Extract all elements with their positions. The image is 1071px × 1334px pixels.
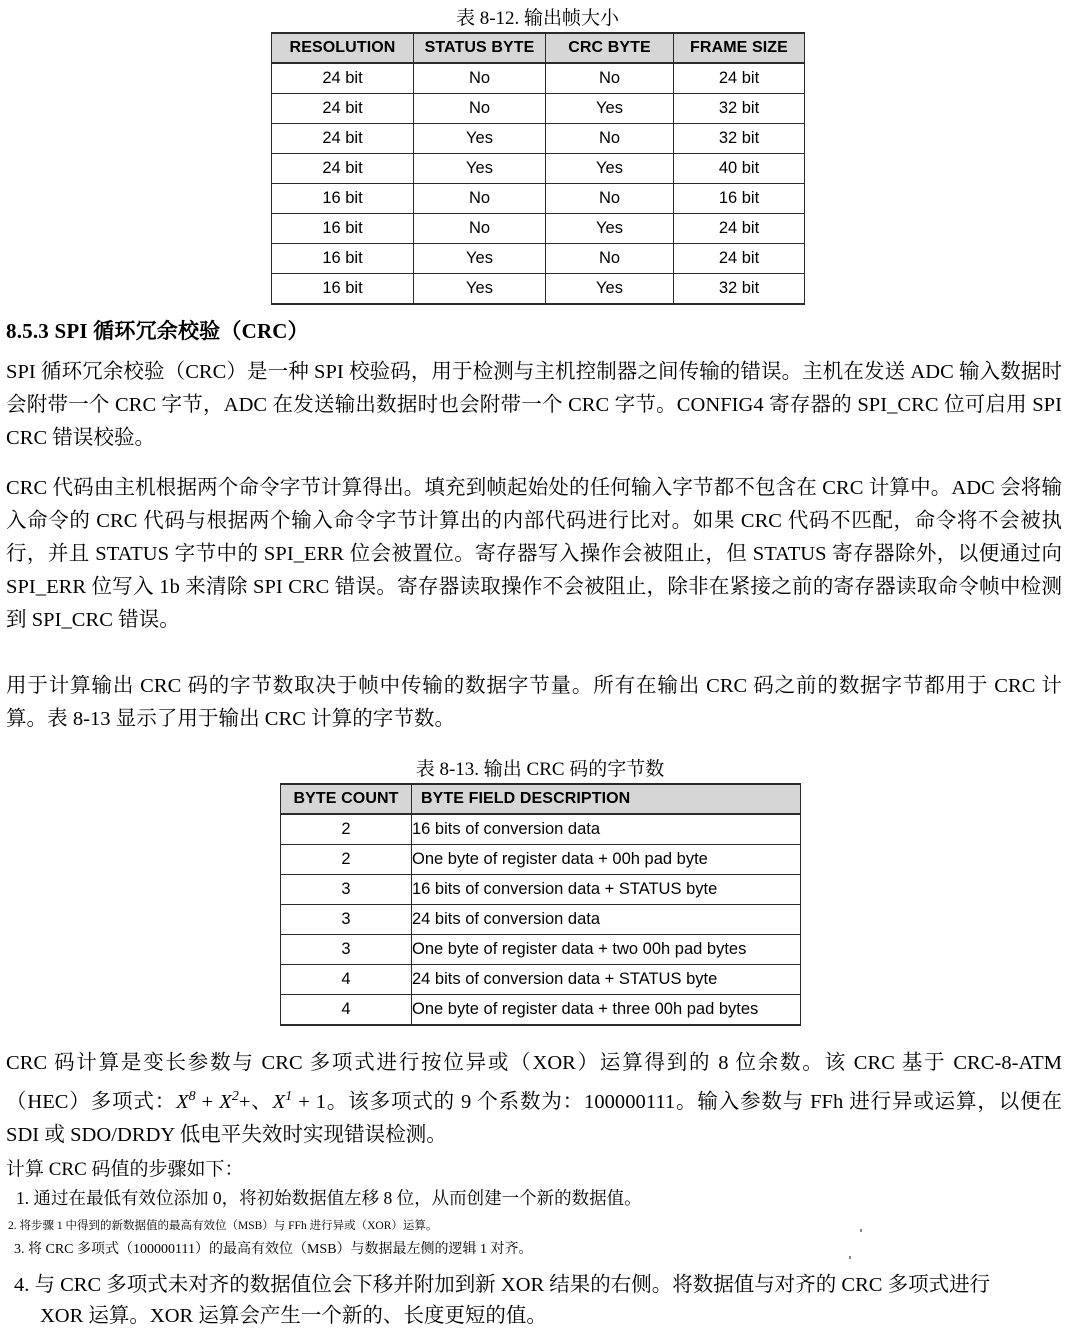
cell-byte-field-description: 24 bits of conversion data + STATUS byte (412, 965, 801, 995)
table-header-row (281, 784, 801, 814)
cell-resolution: 24 bit (272, 154, 414, 184)
cell-byte-field-description: 16 bits of conversion data + STATUS byte (412, 875, 801, 905)
table-8-12-caption: 表 8-12. 输出帧大小 (455, 8, 620, 29)
cell-status-byte: No (414, 214, 546, 244)
table-row (281, 905, 801, 935)
cell-byte-field-description: 16 bits of conversion data (412, 814, 801, 845)
step-item-4-line1: 4. 与 CRC 多项式未对齐的数据值位会下移并附加到新 XOR 结果的右侧。将数据值与对齐的 CRC 多项式进行 (14, 1274, 991, 1296)
crc-polynomial-text-before: CRC 码计算是变长参数与 CRC 多项式进行按位异或（XOR）运算得到的 8 位余数。该 CRC 基于 CRC-8-ATM（HEC）多项式： (6, 1052, 1062, 1113)
table-row (281, 845, 801, 875)
cell-frame-size: 32 bit (674, 274, 805, 305)
step-item-3: 3. 将 CRC 多项式（100000111）的最高有效位（MSB）与数据最左侧的逻辑 1 对齐。 (14, 1242, 533, 1257)
table-row (281, 935, 801, 965)
table-header-row (272, 33, 805, 63)
steps-intro: 计算 CRC 码值的步骤如下： (6, 1159, 244, 1180)
paragraph-spi-crc-intro: SPI 循环冗余校验（CRC）是一种 SPI 校验码，用于检测与主机控制器之间传输的错误。主机在发送 ADC 输入数据时会附带一个 CRC 字节，ADC 在发送输出数据时也会附带一个 CRC 字节。CONFIG4 寄存器的 SPI_CRC 位可启用 SPI CRC 错误校验。 (6, 361, 1062, 449)
cell-status-byte: No (414, 184, 546, 214)
cell-frame-size: 16 bit (674, 184, 805, 214)
table-row (281, 965, 801, 995)
cell-crc-byte: No (546, 244, 674, 274)
column-header-status-byte: STATUS BYTE (414, 33, 546, 63)
cell-crc-byte: Yes (546, 154, 674, 184)
column-header-byte-field-description: BYTE FIELD DESCRIPTION (412, 784, 801, 814)
cell-byte-count: 4 (281, 995, 412, 1026)
cell-crc-byte: Yes (546, 214, 674, 244)
table-8-13 (280, 783, 801, 1026)
cell-status-byte: No (414, 94, 546, 124)
cell-byte-count: 2 (281, 845, 412, 875)
table-8-12-block (271, 6, 804, 305)
cell-frame-size: 32 bit (674, 124, 805, 154)
table-row (272, 184, 805, 214)
table-8-13-caption: 表 8-13. 输出 CRC 码的字节数 (415, 759, 665, 780)
column-header-crc-byte: CRC BYTE (546, 33, 674, 63)
cell-frame-size: 24 bit (674, 63, 805, 94)
column-header-frame-size: FRAME SIZE (674, 33, 805, 63)
table-row (272, 274, 805, 305)
table-row (272, 244, 805, 274)
table-row (272, 63, 805, 94)
cell-status-byte: No (414, 63, 546, 94)
cell-frame-size: 24 bit (674, 244, 805, 274)
cell-status-byte: Yes (414, 154, 546, 184)
cell-byte-field-description: 24 bits of conversion data (412, 905, 801, 935)
cell-frame-size: 32 bit (674, 94, 805, 124)
cell-crc-byte: No (546, 124, 674, 154)
paragraph-crc-polynomial (6, 1047, 1062, 1152)
cell-crc-byte: No (546, 63, 674, 94)
cell-byte-count: 2 (281, 814, 412, 845)
cell-resolution: 24 bit (272, 63, 414, 94)
cell-crc-byte: Yes (546, 274, 674, 305)
step-item-2: 2. 将步骤 1 中得到的新数据值的最高有效位（MSB）与 FFh 进行异或（XOR）运算。 (8, 1220, 438, 1232)
step-item-4-line2: XOR 运算。XOR 运算会产生一个新的、长度更短的值。 (40, 1305, 547, 1327)
table-8-12 (271, 32, 805, 305)
paragraph-crc-code-rules: CRC 代码由主机根据两个命令字节计算得出。填充到帧起始处的任何输入字节都不包含在 CRC 计算中。ADC 会将输入命令的 CRC 代码与根据两个输入命令字节计算出的内部代码进行比对。如果 CRC 代码不匹配，命令将不会被执行，并且 STATUS 字节中的 SPI_ERR 位会被置位。寄存器写入操作会被阻止，但 STATUS 寄存器除外，以便通过向 SPI_ERR 位写入 1b 来清除 SPI CRC 错误。寄存器读取操作不会被阻止，除非在紧接之前的寄存器读取命令帧中检测到 SPI_CRC 错误。 (6, 477, 1062, 631)
column-header-byte-count: BYTE COUNT (281, 784, 412, 814)
cell-status-byte: Yes (414, 244, 546, 274)
table-row (281, 875, 801, 905)
cell-byte-count: 4 (281, 965, 412, 995)
cell-byte-field-description: One byte of register data + two 00h pad bytes (412, 935, 801, 965)
cell-byte-count: 3 (281, 875, 412, 905)
table-row (281, 814, 801, 845)
column-header-resolution: RESOLUTION (272, 33, 414, 63)
step-item-1: 1. 通过在最低有效位添加 0，将初始数据值左移 8 位，从而创建一个新的数据值。 (16, 1188, 642, 1208)
crc-polynomial-formula: $X^8 + X^2+$、$X^1 + 1$ (176, 1089, 327, 1113)
table-row (272, 94, 805, 124)
scan-speck (849, 1256, 851, 1259)
cell-resolution: 24 bit (272, 94, 414, 124)
cell-byte-count: 3 (281, 905, 412, 935)
cell-status-byte: Yes (414, 124, 546, 154)
cell-resolution: 16 bit (272, 184, 414, 214)
cell-crc-byte: Yes (546, 94, 674, 124)
cell-resolution: 16 bit (272, 274, 414, 305)
cell-resolution: 16 bit (272, 214, 414, 244)
cell-resolution: 24 bit (272, 124, 414, 154)
cell-byte-count: 3 (281, 935, 412, 965)
scan-speck (860, 1229, 862, 1232)
step-item-4 (14, 1270, 1054, 1332)
cell-resolution: 16 bit (272, 244, 414, 274)
cell-status-byte: Yes (414, 274, 546, 305)
table-row (281, 995, 801, 1026)
cell-byte-field-description: One byte of register data + 00h pad byte (412, 845, 801, 875)
cell-frame-size: 40 bit (674, 154, 805, 184)
table-8-13-block (280, 757, 800, 1026)
table-row (272, 154, 805, 184)
cell-crc-byte: No (546, 184, 674, 214)
cell-byte-field-description: One byte of register data + three 00h pad bytes (412, 995, 801, 1026)
cell-frame-size: 24 bit (674, 214, 805, 244)
paragraph-output-crc-bytes: 用于计算输出 CRC 码的字节数取决于帧中传输的数据字节量。所有在输出 CRC 码之前的数据字节都用于 CRC 计算。表 8-13 显示了用于输出 CRC 计算的字节数。 (6, 675, 1062, 730)
section-heading-8-5-3: 8.5.3 SPI 循环冗余校验（CRC） (6, 319, 309, 343)
table-row (272, 124, 805, 154)
crc-polynomial-text-after: 。该多项式的 9 个系数为：100000111。输入参数与 FFh 进行异或运算，以便在 SDI 或 SDO/DRDY 低电平失效时实现错误检测。 (6, 1090, 1062, 1146)
table-row (272, 214, 805, 244)
